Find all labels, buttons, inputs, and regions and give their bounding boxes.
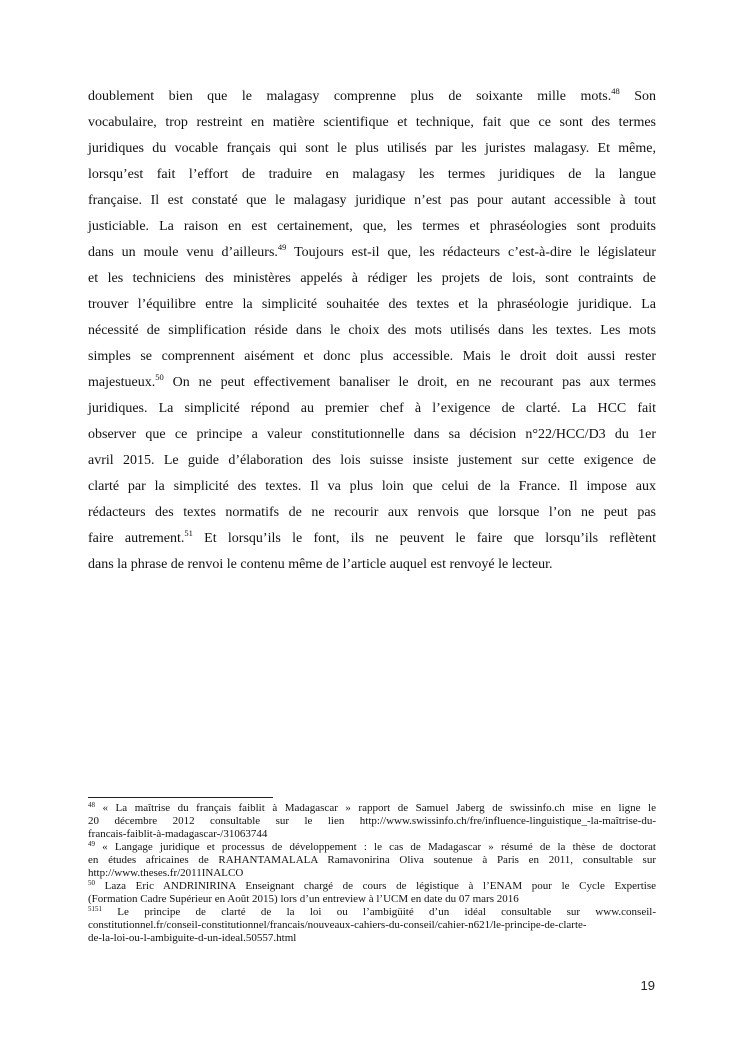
footnote-48: $^{48}$ « La maîtrise du français faiblit à Madagascar » rapport de Samuel Jaberg de swissinfo.ch mise en ligne le: [88, 801, 656, 814]
body-line: observer que ce principe a valeur constitutionnelle dans sa décision n°22/HCC/D3 du 1er: [88, 427, 656, 442]
body-line: trouver l’équilibre entre la simplicité souhaitée des textes et la phraséologie juridique. La: [88, 297, 656, 312]
footnote-line: en études africaines de RAHANTAMALALA Ramavonirina Oliva soutenue à Paris en 2011, consultable sur: [88, 854, 656, 866]
body-line: doublement bien que le malagasy comprenne plus de soixante mille mots.$^{48}$ Son: [88, 86, 656, 104]
footnote-link[interactable]: de-la-loi-ou-l-ambiguite-d-un-ideal.50557.html: [88, 932, 297, 944]
body-line: dans un moule venu d’ailleurs.$^{49}$ Toujours est-il que, les rédacteurs c’est-à-dire le législateur: [88, 242, 656, 260]
footnote-line: 20 décembre 2012 consultable sur le lien http://www.swissinfo.ch/fre/influence-linguistique_-la-maîtrise-du-: [88, 815, 656, 827]
footnote-link[interactable]: francais-faiblit-à-madagascar-/31063744: [88, 828, 268, 840]
body-text: [88, 84, 656, 578]
body-line: justiciable. La raison en est certainement, que, les termes et phraséologies sont produits: [88, 219, 656, 234]
footnote-link[interactable]: http://www.theses.fr/2011INALCO: [88, 867, 244, 879]
footnote-ref-49[interactable]: 49: [277, 242, 287, 252]
footnote-ref-48[interactable]: 48: [611, 86, 620, 96]
footnote-link[interactable]: constitutionnel.fr/conseil-constitutionnel/francais/nouveaux-cahiers-du-conseil/cahier-n621/le-principe-de-clarte-: [88, 919, 587, 931]
body-line: simples se comprennent aisément et donc plus accessible. Mais le droit doit aussi rester: [88, 349, 656, 364]
footnotes: [88, 802, 656, 945]
body-line: dans la phrase de renvoi le contenu même de l’article auquel est renvoyé le lecteur.: [88, 557, 553, 572]
footnote-ref-51[interactable]: 51: [184, 528, 193, 538]
footnote-separator: [88, 797, 273, 798]
body-line: faire autrement.$^{51}$ Et lorsqu’ils le font, ils ne peuvent le faire que lorsqu’ils reflètent: [88, 528, 656, 546]
footnote-line: (Formation Cadre Supérieur en Août 2015) lors d’un entreview à l’UCM en date du 07 mars 2016: [88, 893, 519, 905]
body-line: vocabulaire, trop restreint en matière scientifique et technique, fait que ce sont des termes: [88, 115, 656, 130]
body-line: majestueux.$^{50}$ On ne peut effectivement banaliser le droit, en ne recourant pas aux termes: [88, 372, 656, 390]
footnote-50: $^{50}$ Laza Eric ANDRINIRINA Enseignant chargé de cours de légistique à l’ENAM pour le Cycle Expertise: [88, 879, 656, 892]
body-line: juridiques du vocable français qui sont le plus utilisés par les juristes malagasy. Et même,: [88, 141, 656, 156]
body-line: avril 2015. Le guide d’élaboration des lois suisse insiste justement sur cette exigence de: [88, 453, 656, 468]
footnote-49: $^{49}$ « Langage juridique et processus de développement : le cas de Madagascar » résumé de la thèse de doctorat: [88, 840, 656, 853]
body-line: nécessité de simplification réside dans le choix des mots utilisés dans les textes. Les mots: [88, 323, 656, 338]
body-line: rédacteurs des textes normatifs de ne recourir aux renvois que lorsque l’on ne peut pas: [88, 505, 656, 520]
body-line: juridiques. La simplicité répond au premier chef à l’exigence de clarté. La HCC fait: [88, 401, 656, 416]
footnote-ref-50[interactable]: 50: [155, 372, 164, 382]
body-line: française. Il est constaté que le malagasy juridique n’est pas pour autant accessible à tout: [88, 193, 656, 208]
body-line: clarté par la simplicité des textes. Il va plus loin que celui de la France. Il impose aux: [88, 479, 656, 494]
footnote-51: $^{5151}$ Le principe de clarté de la loi ou l’ambigüité d’un idéal consultable sur www.conseil-: [88, 905, 656, 918]
body-line: et les techniciens des ministères appelés à rédiger les projets de lois, sont contraints de: [88, 271, 656, 286]
body-line: lorsqu’est fait l’effort de traduire en malagasy les termes juridiques de la langue: [88, 167, 656, 182]
page-number: 19: [640, 978, 655, 993]
